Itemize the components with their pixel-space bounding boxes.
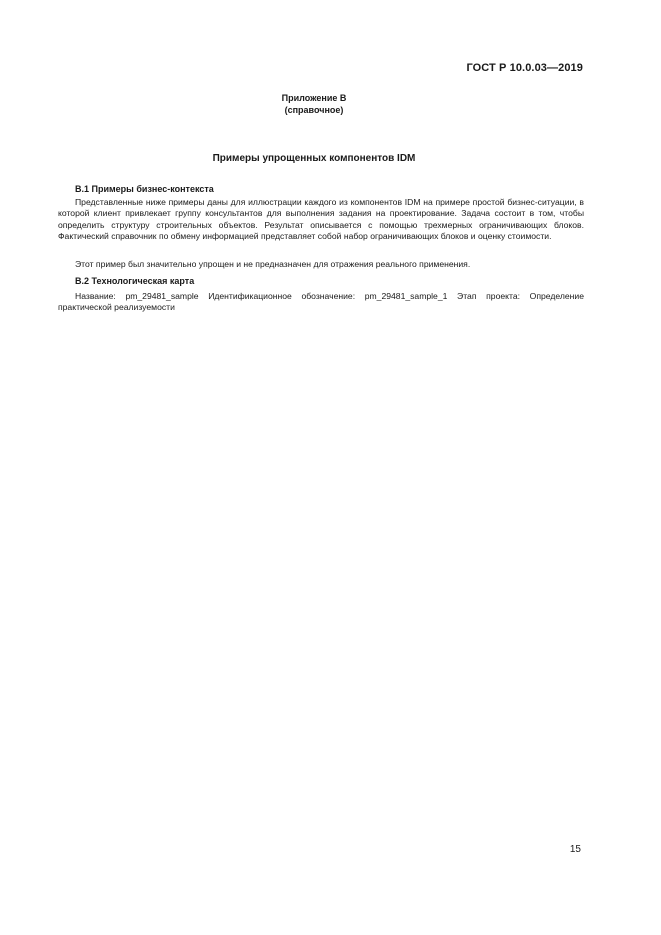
paragraph — [58, 291, 584, 314]
paragraph — [58, 197, 584, 243]
annex-type: (справочное) — [284, 105, 344, 115]
section-heading-b1: В.1 Примеры бизнес-контекста — [75, 184, 214, 194]
standard-code: ГОСТ Р 10.0.03—2019 — [466, 62, 583, 74]
annex-title: Приложение В — [281, 93, 347, 103]
paragraph-text: Название: pm_29481_sample Идентификационное обозначение: pm_29481_sample_1 Этап проекта: Определение практической реализуемости — [58, 291, 584, 313]
page-number: 15 — [569, 844, 581, 855]
section-heading-b2: В.2 Технологическая карта — [75, 276, 195, 286]
paragraph — [58, 259, 584, 270]
paragraph-text: Представленные ниже примеры даны для иллюстрации каждого из компонентов IDM на примере простой бизнес-ситуации, в которой клиент привлекает группу консультантов для выполнения задания на проектирование. Задача состоит в том, чтобы определить структуру строительных объектов. Результат описывается с помощью трехмерных ограничивающих блоков. Фактический справочник по обмену информацией представляет собой набор ограничивающих блоков и оценку стоимости. — [58, 197, 584, 242]
paragraph-text: Этот пример был значительно упрощен и не предназначен для отражения реального применения. — [75, 259, 471, 269]
main-title: Примеры упрощенных компонентов IDM — [212, 153, 416, 164]
